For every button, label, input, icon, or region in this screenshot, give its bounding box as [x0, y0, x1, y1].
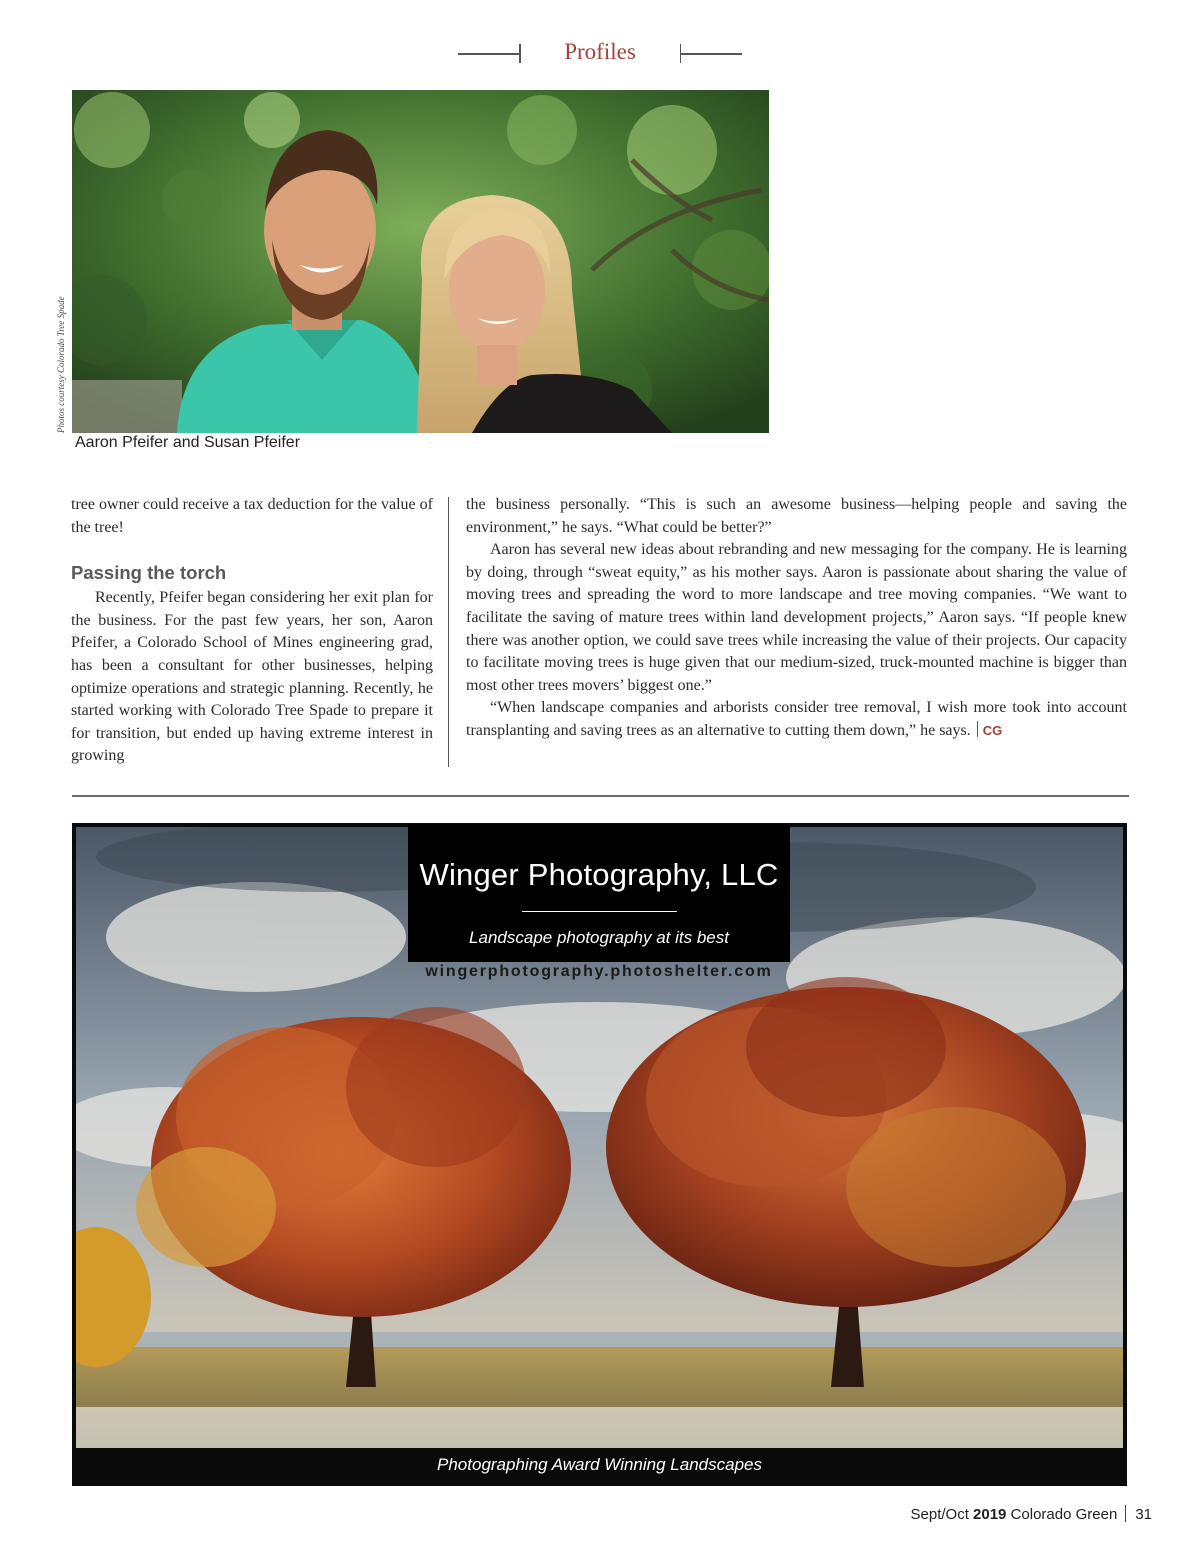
right-paragraph-3: “When landscape companies and arborists consider tree removal, I wish more took into account transplanting and saving trees as an alternative to cutting them down,” he says. — [466, 699, 1127, 739]
section-header — [456, 38, 744, 68]
article-column-right — [466, 494, 1127, 743]
right-paragraph-1: the business personally. “This is such an awesome business—helping people and saving the environment,” he says. “What could be better?” — [466, 496, 1127, 536]
advertisement — [72, 823, 1127, 1486]
left-paragraph: Recently, Pfeifer began considering her exit plan for the business. For the past few years, her son, Aaron Pfeifer, a Colorado School of Mines engineering grad, has been a consultant for other businesses, helping optimize operations and strategic planning. Recently, he started working with Colorado Tree Spade to prepare it for transition, but ended up having extreme interest in growing — [71, 589, 433, 765]
photo-credit: Photos courtesy Colorado Tree Spade — [56, 296, 66, 433]
left-intro-text: tree owner could receive a tax deduction for the value of the tree! — [71, 496, 433, 536]
section-divider-rule — [72, 795, 1129, 797]
hero-photo — [72, 90, 769, 433]
header-rule-right — [680, 53, 742, 55]
photo-caption: Aaron Pfeifer and Susan Pfeifer — [75, 434, 301, 451]
section-label: Profiles — [564, 39, 636, 64]
ad-website-link[interactable]: wingerphotography.photoshelter.com — [425, 963, 773, 980]
folio-issue: Sept/Oct — [910, 1506, 969, 1523]
portrait-photo-illustration — [72, 90, 769, 433]
right-paragraph-2: Aaron has several new ideas about rebranding and new messaging for the company. He is learning by doing, through “sweat equity,” as his mother says. Aaron is passionate about sharing the value of moving trees and spreading the word to more landscape and tree moving companies. “We want to facilitate the saving of mature trees within land development projects,” Aaron says. “If people knew there was another option, we could save trees while increasing the value of their projects. Our capacity to facilitate moving trees is huge given that our medium-sized, truck-mounted machine is bigger than most other trees movers’ biggest one.” — [466, 541, 1127, 694]
folio-separator — [1125, 1505, 1126, 1522]
ad-title: Winger Photography, LLC — [419, 857, 779, 892]
end-mark-text: CG — [982, 722, 1003, 738]
column-divider — [448, 497, 449, 767]
folio-magazine: Colorado Green — [1010, 1506, 1118, 1523]
article-column-left — [71, 494, 433, 768]
ad-tagline: Landscape photography at its best — [469, 928, 729, 947]
end-mark — [977, 723, 1003, 738]
right-paragraph-3-wrap — [466, 697, 1127, 742]
page-number: 31 — [1135, 1506, 1152, 1523]
folio-year: 2019 — [973, 1506, 1007, 1523]
ad-title-box — [408, 824, 790, 962]
subhead: Passing the torch — [71, 562, 227, 584]
page-folio — [911, 1505, 1153, 1523]
end-mark-bar — [977, 721, 978, 737]
ad-title-rule — [522, 911, 677, 912]
ad-footer-tagline: Photographing Award Winning Landscapes — [437, 1455, 762, 1474]
